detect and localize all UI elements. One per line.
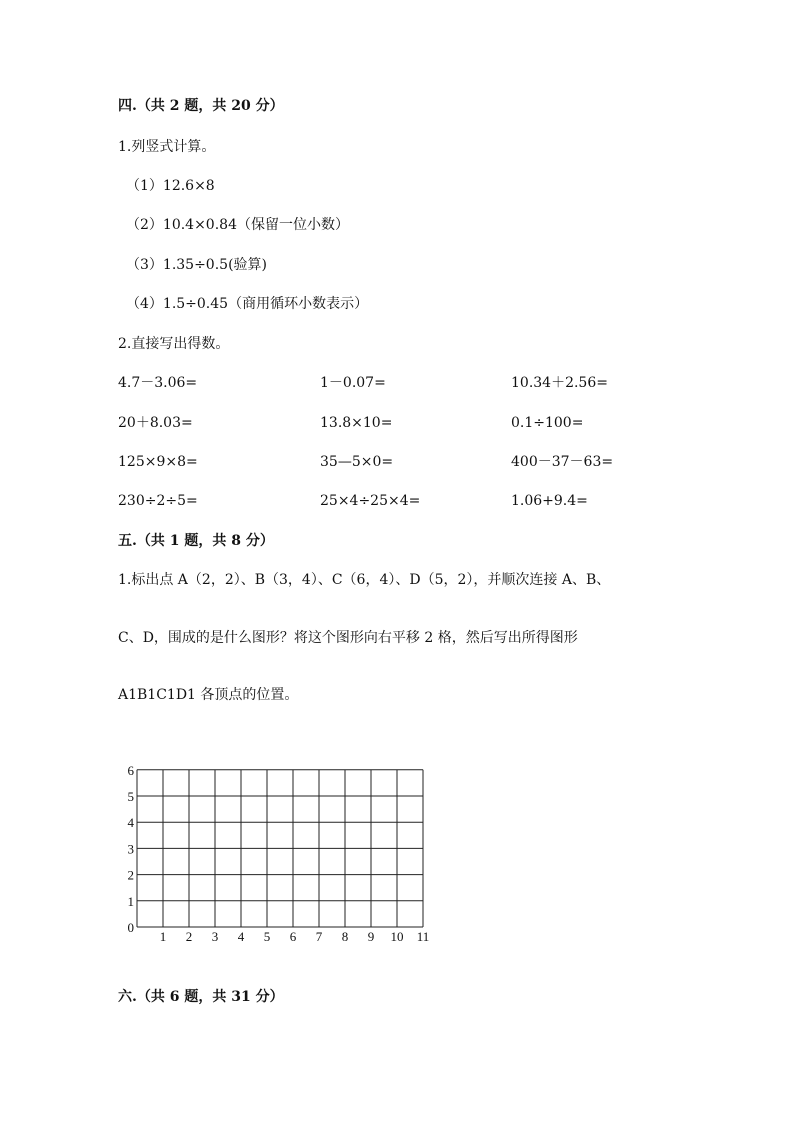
x-axis-tick-label: 4	[237, 929, 245, 944]
calc-item-4: （4）1.5÷0.45（商用循环小数表示）	[126, 296, 369, 312]
question-5-1-line-2: C、D，围成的是什么图形？将这个图形向右平移 2 格，然后写出所得图形	[118, 630, 578, 646]
coordinate-grid	[118, 760, 448, 950]
x-axis-tick-label: 9	[367, 929, 375, 944]
oral-calc-r1c2: 1－0.07=	[320, 375, 386, 391]
x-axis-tick-label: 7	[315, 929, 323, 944]
y-axis-tick-label: 0	[127, 920, 134, 935]
question-5-1-line-1: 1.标出点 A（2，2）、B（3，4）、C（6，4）、D（5，2），并顺次连接 A、B、	[118, 572, 611, 588]
x-axis-tick-label: 6	[289, 929, 297, 944]
oral-calc-r3c3: 400－37－63=	[511, 454, 614, 470]
question-4-2-title: 2.直接写出得数。	[118, 336, 230, 352]
oral-calc-r4c3: 1.06+9.4=	[511, 493, 588, 509]
x-axis-tick-label: 11	[416, 929, 430, 944]
oral-calc-r2c3: 0.1÷100=	[511, 415, 584, 431]
oral-calc-r4c1: 230÷2÷5=	[118, 493, 198, 509]
x-axis-tick-label: 8	[341, 929, 349, 944]
oral-calc-r2c1: 20＋8.03=	[118, 415, 193, 431]
oral-calc-r3c2: 35—5×0=	[320, 454, 394, 470]
oral-calc-r3c1: 125×9×8=	[118, 454, 198, 470]
calc-item-3: （3）1.35÷0.5(验算)	[126, 257, 267, 273]
calc-item-2: （2）10.4×0.84（保留一位小数）	[126, 217, 349, 233]
y-axis-tick-label: 5	[127, 789, 134, 804]
x-axis-tick-label: 3	[211, 929, 219, 944]
section-4-heading: 四.（共 2 题，共 20 分）	[118, 98, 284, 114]
oral-calc-r1c1: 4.7－3.06=	[118, 375, 198, 391]
y-axis-tick-label: 4	[127, 815, 134, 831]
section-5-heading: 五.（共 1 题，共 8 分）	[118, 533, 274, 549]
y-axis-tick-label: 2	[127, 867, 134, 883]
oral-calc-r4c2: 25×4÷25×4=	[320, 493, 421, 509]
y-axis-tick-label: 6	[127, 762, 134, 778]
oral-calc-r1c3: 10.34＋2.56=	[511, 375, 608, 391]
x-axis-tick-label: 5	[263, 929, 271, 944]
question-4-1-title: 1.列竖式计算。	[118, 139, 216, 155]
coordinate-grid-svg	[118, 760, 448, 950]
question-5-1-line-3: A1B1C1D1 各顶点的位置。	[118, 687, 299, 703]
section-6-heading: 六.（共 6 题，共 31 分）	[118, 989, 284, 1005]
y-axis-tick-label: 3	[127, 841, 134, 857]
calc-item-1: （1）12.6×8	[126, 178, 215, 194]
x-axis-tick-label: 2	[185, 929, 193, 944]
y-axis-tick-label: 1	[127, 893, 134, 909]
x-axis-tick-label: 1	[159, 929, 167, 944]
oral-calc-r2c2: 13.8×10=	[320, 415, 393, 431]
x-axis-tick-label: 10	[390, 929, 404, 944]
